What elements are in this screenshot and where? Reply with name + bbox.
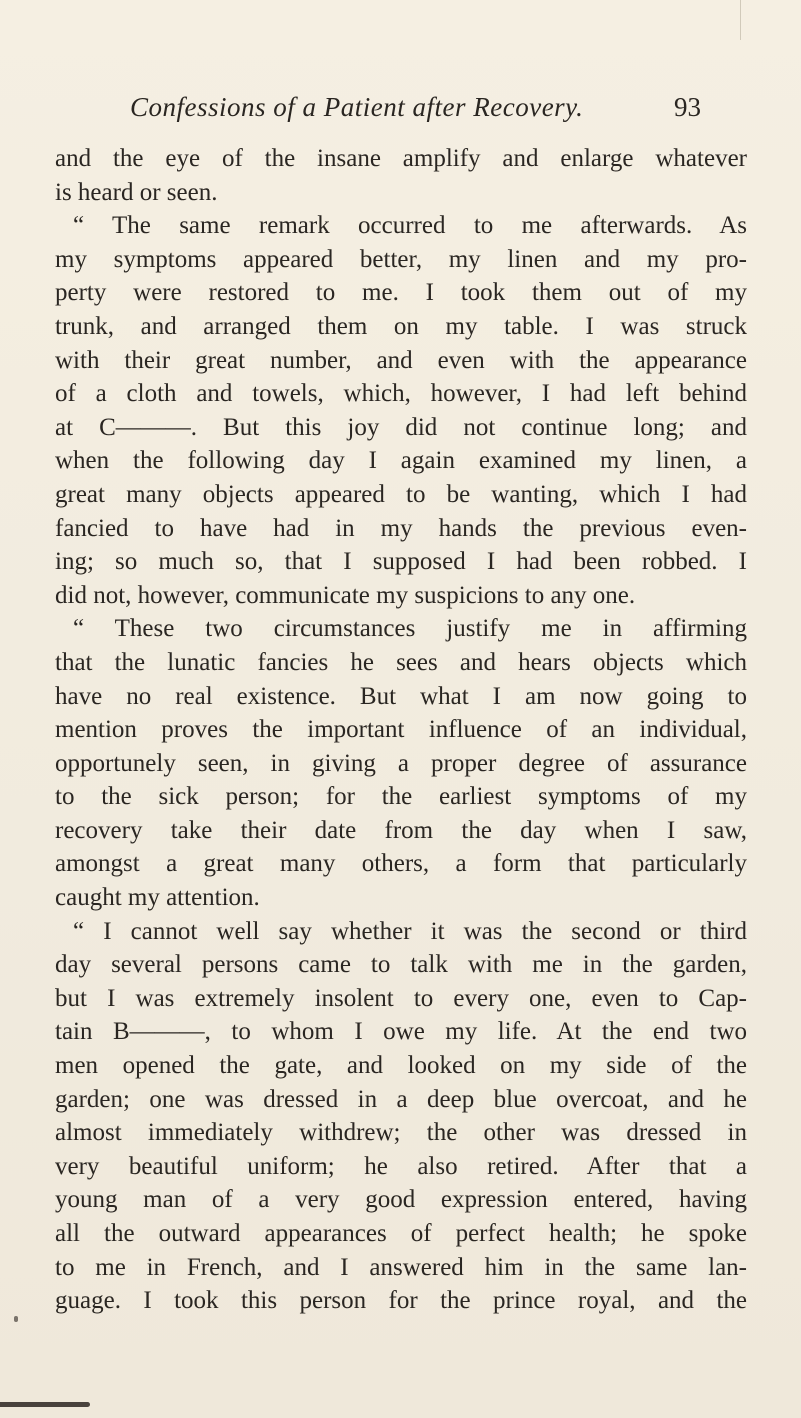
text-line: to me in French, and I answered him in the same lan- xyxy=(55,1253,747,1281)
text-line: did not, however, communicate my suspicions to any one. xyxy=(55,581,636,609)
text-line: “ The same remark occurred to me afterwards. As xyxy=(73,212,747,240)
text-line: at C———. But this joy did not continue long; and xyxy=(55,413,747,441)
text-line: perty were restored to me. I took them out of my xyxy=(55,279,747,307)
text-line: that the lunatic fancies he sees and hears objects which xyxy=(55,648,747,676)
text-line: very beautiful uniform; he also retired. After that a xyxy=(55,1152,747,1180)
text-line: of a cloth and towels, which, however, I had left behind xyxy=(55,380,747,408)
text-line: mention proves the important influence of an individual, xyxy=(55,716,747,744)
text-line: “ I cannot well say whether it was the second or third xyxy=(73,917,747,945)
text-line: have no real existence. But what I am now going to xyxy=(55,682,747,710)
body-text xyxy=(55,142,747,1318)
text-line: amongst a great many others, a form that particularly xyxy=(55,850,747,878)
text-line: day several persons came to talk with me in the garden, xyxy=(55,951,747,979)
page-fold-mark xyxy=(740,0,741,40)
text-line: is heard or seen. xyxy=(55,178,218,206)
text-line: but I was extremely insolent to every one, even to Cap- xyxy=(55,984,747,1012)
text-line: young man of a very good expression entered, having xyxy=(55,1186,747,1214)
text-line: with their great number, and even with the appearance xyxy=(55,346,747,374)
ink-speck xyxy=(14,1316,18,1322)
text-line: fancied to have had in my hands the previous even- xyxy=(55,514,747,542)
text-line: caught my attention. xyxy=(55,884,260,912)
running-head-title: Confessions of a Patient after Recovery. xyxy=(130,92,584,122)
text-line: ing; so much so, that I supposed I had been robbed. I xyxy=(55,548,747,576)
text-line: guage. I took this person for the prince royal, and the xyxy=(55,1287,747,1315)
text-line: almost immediately withdrew; the other was dressed in xyxy=(55,1119,747,1147)
page-number: 93 xyxy=(674,92,701,122)
running-head xyxy=(0,92,801,126)
text-line: “ These two circumstances justify me in affirming xyxy=(73,615,747,643)
text-line: when the following day I again examined my linen, a xyxy=(55,447,747,475)
text-line: all the outward appearances of perfect health; he spoke xyxy=(55,1220,747,1247)
text-line: and the eye of the insane amplify and enlarge whatever xyxy=(55,145,747,172)
text-line: great many objects appeared to be wanting, which I had xyxy=(55,480,747,508)
text-line: opportunely seen, in giving a proper degree of assurance xyxy=(55,749,747,777)
page-edge-shadow xyxy=(0,1402,90,1407)
text-line: recovery take their date from the day when I saw, xyxy=(55,816,747,844)
text-line: garden; one was dressed in a deep blue overcoat, and he xyxy=(55,1085,747,1113)
text-line: trunk, and arranged them on my table. I was struck xyxy=(55,312,747,340)
text-line: my symptoms appeared better, my linen and my pro- xyxy=(55,245,747,273)
text-line: tain B———, to whom I owe my life. At the end two xyxy=(55,1018,747,1046)
text-line: to the sick person; for the earliest symptoms of my xyxy=(55,783,747,811)
text-line: men opened the gate, and looked on my side of the xyxy=(55,1052,747,1080)
